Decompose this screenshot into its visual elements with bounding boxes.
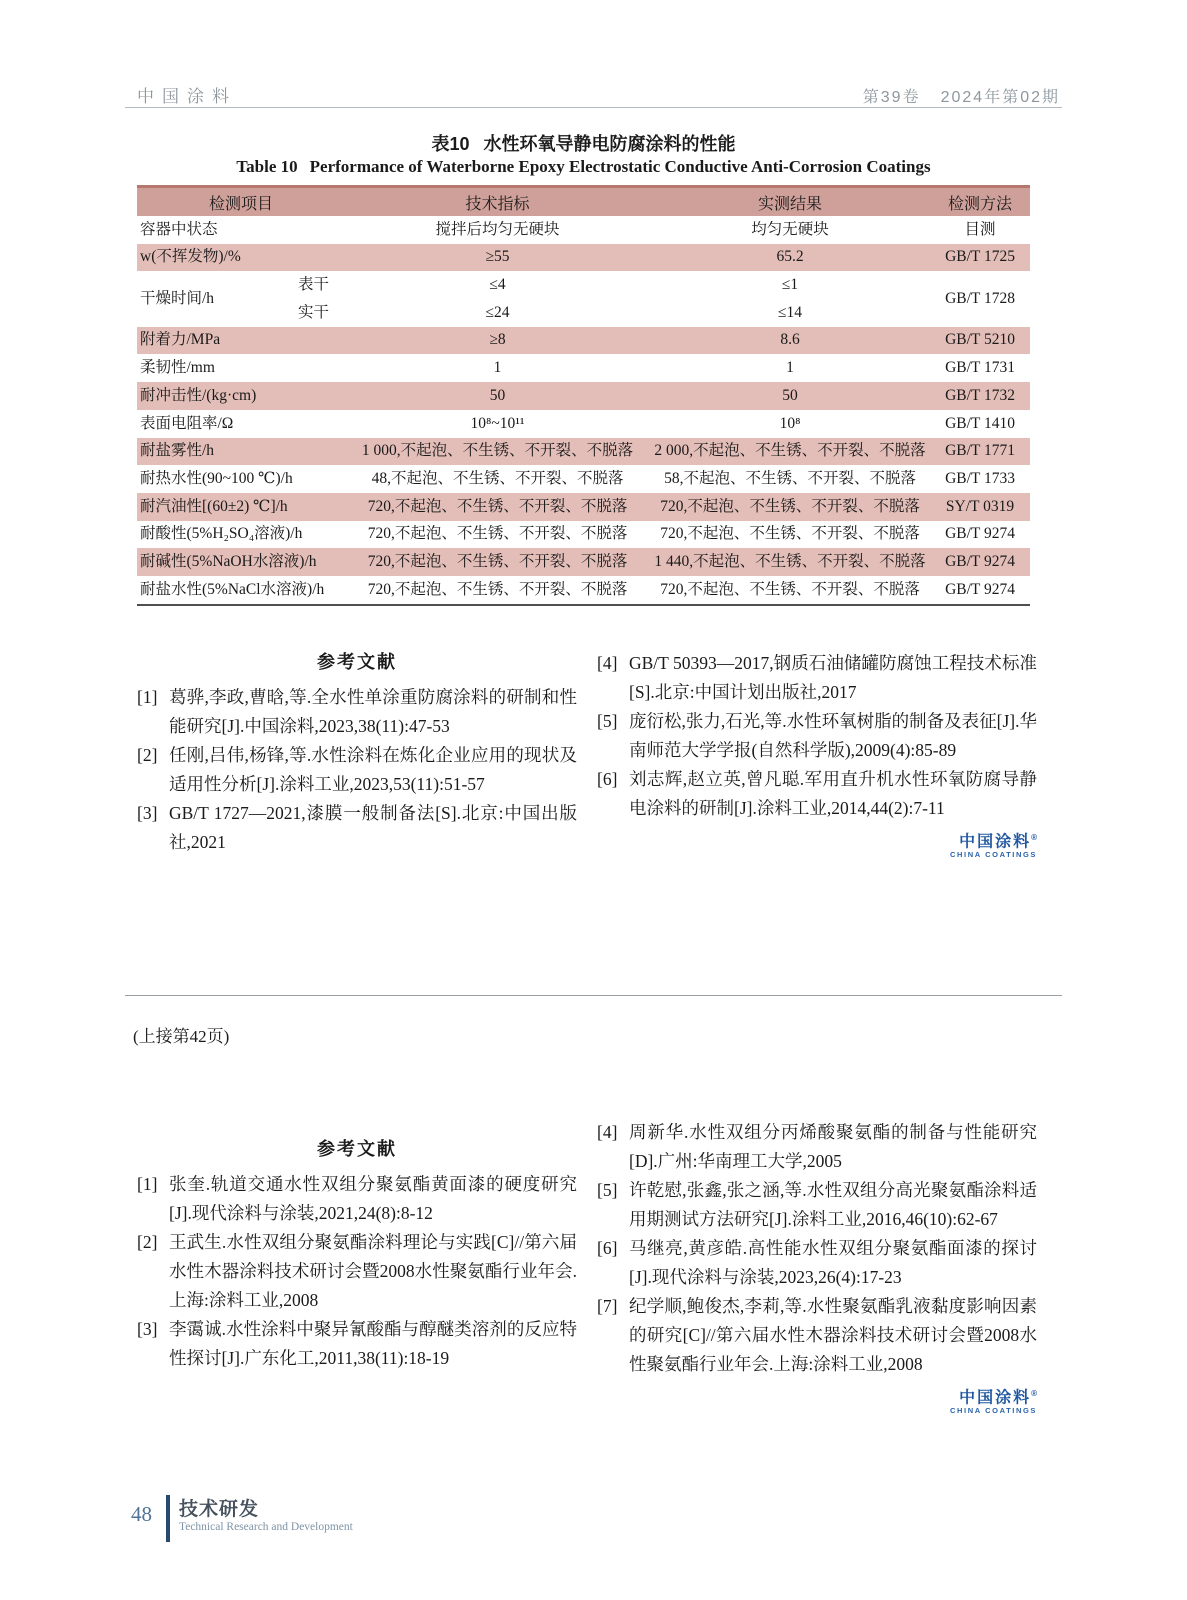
table-cell-spec: 720,不起泡、不生锈、不开裂、不脱落 (367, 580, 628, 598)
table-row (137, 493, 1030, 521)
reference-number: [2] (137, 745, 158, 765)
table-cell-item: 表面电阻率/Ω (140, 414, 234, 432)
table-row (137, 410, 1030, 438)
reference-number: [1] (137, 1174, 158, 1194)
table-cell-spec: 1 000,不起泡、不生锈、不开裂、不脱落 (345, 438, 650, 466)
reference-number: [7] (597, 1296, 618, 1316)
table-cell-spec: 48,不起泡、不生锈、不开裂、不脱落 (371, 469, 624, 487)
journal-name: 中国涂料 (137, 87, 237, 106)
reference-item (137, 1228, 577, 1315)
col-header-spec: 技术指标 (345, 187, 650, 217)
references-bottom-right-column (597, 1118, 1037, 1416)
table-cell-result: 58,不起泡、不生锈、不开裂、不脱落 (664, 469, 916, 487)
table-cell-spec: 50 (345, 382, 650, 410)
table-row (137, 465, 1030, 493)
table-cell-item: 附着力/MPa (137, 327, 345, 355)
references-bottom-left-column (137, 1135, 577, 1373)
table-cell-spec: 720,不起泡、不生锈、不开裂、不脱落 (345, 493, 650, 521)
reference-item (597, 649, 1037, 707)
table-cell-item: w(不挥发物)/% (137, 244, 345, 272)
logo-text-en: CHINA COATINGS (950, 1406, 1037, 1416)
footer-section-cn: 技术研发 (179, 1499, 260, 1520)
reference-text: 刘志辉,赵立英,曾凡聪.军用直升机水性环氧防腐导静电涂料的研制[J].涂料工业,2014,44(2):7-11 (629, 769, 1037, 818)
reference-item (137, 741, 577, 799)
table-cell-method: GB/T 5210 (930, 327, 1030, 355)
reference-text: 马继亮,黄彦皓.高性能水性双组分聚氨酯面漆的探讨[J].现代涂料与涂装,2023,26(4):17-23 (629, 1238, 1037, 1287)
table-row (137, 271, 1030, 299)
reference-text: 王武生.水性双组分聚氨酯涂料理论与实践[C]//第六届水性木器涂料技术研讨会暨2008水性聚氨酯行业年会.上海:涂料工业,2008 (169, 1232, 577, 1310)
table-cell-item: 耐碱性(5%NaOH水溶液)/h (137, 548, 345, 576)
table-cell-method: GB/T 1771 (930, 438, 1030, 466)
section-divider (125, 995, 1062, 996)
logo-text-cn: 中国涂料® (959, 833, 1037, 851)
table-row (137, 521, 1030, 549)
table-cell-item: 耐盐水性(5%NaCl水溶液)/h (140, 580, 325, 598)
reference-text: 庞衍松,张力,石光,等.水性环氧树脂的制备及表征[J].华南师范大学学报(自然科学版),2009(4):85-89 (629, 711, 1037, 760)
table-caption-en-text: Performance of Waterborne Epoxy Electrostatic Conductive Anti-Corrosion Coatings (309, 157, 931, 176)
table-caption-en (137, 157, 1030, 177)
table-cell-item: 耐汽油性[(60±2) ℃]/h (137, 493, 345, 521)
reference-item (137, 799, 577, 857)
table-cell-method: GB/T 9274 (945, 580, 1015, 598)
references-top-right-column (597, 649, 1037, 860)
table-cell-item: 耐盐雾性/h (137, 438, 345, 466)
reference-item (137, 1170, 577, 1228)
table-cell-method: GB/T 9274 (945, 525, 1015, 543)
table-cell-spec: ≥8 (345, 327, 650, 355)
table-caption-cn-label: 表10 (431, 134, 470, 154)
table-cell-spec: 10⁸~10¹¹ (470, 414, 525, 432)
reference-number: [4] (597, 1122, 618, 1142)
issue-info (843, 84, 1060, 107)
reference-item (597, 1118, 1037, 1176)
table-cell-method: GB/T 1725 (930, 244, 1030, 272)
col-header-item: 检测项目 (137, 187, 345, 217)
reference-number: [3] (137, 803, 158, 823)
reference-number: [1] (137, 687, 158, 707)
logo-text-en: CHINA COATINGS (950, 850, 1037, 860)
table-cell-method: GB/T 1728 (945, 289, 1015, 307)
table-row (137, 438, 1030, 466)
footer-bar (166, 1495, 170, 1542)
table-cell-item: 干燥时间/h (140, 289, 215, 307)
reference-number: [5] (597, 711, 618, 731)
table-row (137, 382, 1030, 410)
table-header-row (137, 187, 1030, 217)
reference-text: 李霭诚.水性涂料中聚异氰酸酯与醇醚类溶剂的反应特性探讨[J].广东化工,2011,38(11):18-19 (169, 1319, 577, 1368)
table-caption-en-label: Table 10 (236, 157, 298, 176)
table-row (137, 327, 1030, 355)
table-cell-method: SY/T 0319 (930, 493, 1030, 521)
table-cell-spec: 1 (493, 359, 502, 377)
table-cell-item: 耐冲击性/(kg·cm) (137, 382, 345, 410)
reference-text: GB/T 1727—2021,漆膜一般制备法[S].北京:中国出版社,2021 (169, 803, 577, 852)
table-cell-result: 50 (650, 382, 930, 410)
table-cell-result: 65.2 (650, 244, 930, 272)
reference-text: 许乾慰,张鑫,张之涵,等.水性双组分高光聚氨酯涂料适用期测试方法研究[J].涂料工业,2016,46(10):62-67 (629, 1180, 1037, 1229)
table-cell-result: 1 440,不起泡、不生锈、不开裂、不脱落 (650, 548, 930, 576)
reference-item (597, 707, 1037, 765)
performance-table (137, 185, 1030, 606)
reference-text: 周新华.水性双组分丙烯酸聚氨酯的制备与性能研究[D].广州:华南理工大学,2005 (629, 1122, 1037, 1171)
reference-number: [4] (597, 653, 618, 673)
reference-item (597, 765, 1037, 823)
table-cell-spec: ≥55 (345, 244, 650, 272)
references-top-left-column (137, 648, 577, 857)
header-rule (125, 107, 1062, 108)
reference-text: 任刚,吕伟,杨锋,等.水性涂料在炼化企业应用的现状及适用性分析[J].涂料工业,2023,53(11):51-57 (169, 745, 577, 794)
reference-number: [6] (597, 1238, 618, 1258)
footer-section-en: Technical Research and Development (179, 1521, 353, 1533)
table-cell-item: 容器中状态 (140, 220, 218, 238)
table-row (137, 244, 1030, 272)
registered-mark: ® (1031, 833, 1037, 842)
table-cell-spec: ≤24 (485, 303, 510, 321)
table-cell-method: GB/T 9274 (930, 548, 1030, 576)
table-cell-method: GB/T 1731 (945, 359, 1015, 377)
table-cell-spec: 720,不起泡、不生锈、不开裂、不脱落 (367, 525, 628, 543)
table-cell-result: 720,不起泡、不生锈、不开裂、不脱落 (650, 493, 930, 521)
table-row (137, 216, 1030, 244)
table-cell-spec: 搅拌后均匀无硬块 (435, 220, 560, 238)
table-row (137, 576, 1030, 605)
table-cell-spec: ≤4 (489, 276, 506, 294)
table-cell-method: GB/T 1410 (945, 414, 1015, 432)
table-cell-sublabel: 实干 (298, 303, 330, 321)
table-cell-method: GB/T 1733 (945, 469, 1015, 487)
reference-item (137, 683, 577, 741)
reference-item (597, 1234, 1037, 1292)
references-heading: 参考文献 (317, 1139, 397, 1159)
table-cell-item: 耐热水性(90~100 ℃)/h (140, 469, 293, 487)
table-cell-result: ≤1 (781, 276, 799, 294)
reference-number: [5] (597, 1180, 618, 1200)
table-caption-cn-text: 水性环氧导静电防腐涂料的性能 (483, 134, 736, 154)
table-cell-method: 目测 (964, 220, 996, 238)
table-row (137, 354, 1030, 382)
reference-item (597, 1292, 1037, 1379)
performance-table-wrap (137, 185, 1030, 606)
table-cell-result: 10⁸ (779, 414, 801, 432)
reference-text: GB/T 50393—2017,钢质石油储罐防腐蚀工程技术标准[S].北京:中国计划出版社,2017 (629, 653, 1037, 702)
table-cell-sublabel: 表干 (298, 276, 330, 294)
table-cell-result: 720,不起泡、不生锈、不开裂、不脱落 (660, 580, 920, 598)
references-heading: 参考文献 (317, 652, 397, 672)
continuation-note: (上接第42页) (133, 1027, 230, 1046)
logo-text-cn: 中国涂料® (959, 1389, 1037, 1407)
reference-number: [6] (597, 769, 618, 789)
china-coatings-logo (597, 1385, 1037, 1416)
table-cell-result: 2 000,不起泡、不生锈、不开裂、不脱落 (650, 438, 930, 466)
reference-item (137, 1315, 577, 1373)
reference-text: 葛骅,李政,曹晗,等.全水性单涂重防腐涂料的研制和性能研究[J].中国涂料,2023,38(11):47-53 (169, 687, 577, 736)
table-cell-spec: 720,不起泡、不生锈、不开裂、不脱落 (345, 548, 650, 576)
table-cell-method: GB/T 1732 (930, 382, 1030, 410)
col-header-result: 实测结果 (650, 187, 930, 217)
table-row (137, 548, 1030, 576)
page-number: 48 (131, 1502, 152, 1526)
issue-volume: 第39卷 (862, 89, 921, 106)
table-cell-result: 720,不起泡、不生锈、不开裂、不脱落 (660, 525, 920, 543)
reference-text: 张奎.轨道交通水性双组分聚氨酯黄面漆的硬度研究[J].现代涂料与涂装,2021,24(8):8-12 (169, 1174, 577, 1223)
reference-number: [3] (137, 1319, 158, 1339)
reference-item (597, 1176, 1037, 1234)
reference-text: 纪学顺,鲍俊杰,李莉,等.水性聚氨酯乳液黏度影响因素的研究[C]//第六届水性木器涂料技术研讨会暨2008水性聚氨酯行业年会.上海:涂料工业,2008 (629, 1296, 1037, 1374)
table-cell-result: ≤14 (778, 303, 803, 321)
issue-number: 2024年第02期 (940, 89, 1060, 106)
china-coatings-logo (597, 829, 1037, 860)
table-cell-result: 1 (786, 359, 794, 377)
table-cell-item: 耐酸性(5%H₂SO₄溶液)/h (140, 525, 303, 543)
table-caption-cn (137, 130, 1030, 156)
table-cell-result: 8.6 (650, 327, 930, 355)
reference-number: [2] (137, 1232, 158, 1252)
table-cell-item: 柔韧性/mm (140, 359, 215, 377)
col-header-method: 检测方法 (930, 187, 1030, 217)
table-cell-result: 均匀无硬块 (751, 220, 829, 238)
registered-mark: ® (1031, 1389, 1037, 1398)
